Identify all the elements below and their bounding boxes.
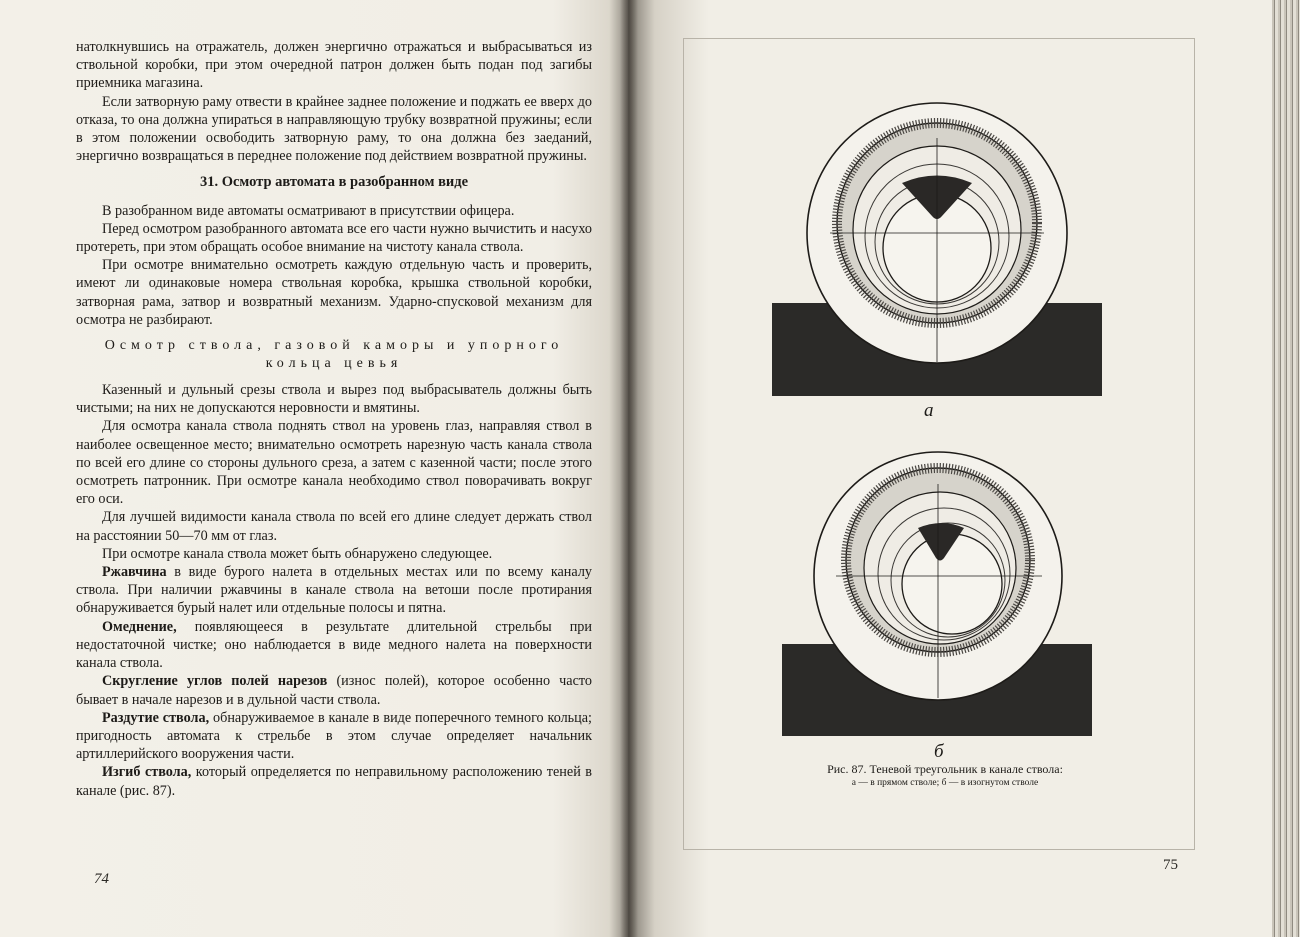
page-number-left: 74: [94, 871, 109, 887]
paragraph: Перед осмотром разобранного автомата все его части нужно вычистить и насухо протереть, при этом обращать особое внимание на чистоту канала ствола.: [76, 220, 592, 256]
paragraph: При осмотре внимательно осмотреть каждую отдельную часть и проверить, имеют ли одинаковые номера ствольная коробка, крышка ствольной коробки, затворная рама, затвор и возвратный механизм. Ударно-спусковой механизм для осмотра не разбирают.: [76, 257, 592, 328]
defect-text: появляющееся в результате длительной стрельбы при недостаточной чистке; оно наблюдается в виде медного налета на поверхности канала ствола.: [76, 618, 592, 672]
figure-caption: [780, 762, 1110, 790]
subheading: Осмотр ствола, газовой каморы и упорного кольца цевья: [104, 338, 564, 372]
defect-paragraph: [76, 563, 592, 618]
defect-term: Раздутие ствола,: [102, 709, 210, 726]
defect-term: Скругление углов полей нарезов: [102, 673, 328, 690]
book-gutter: [620, 0, 638, 937]
section-heading: 31. Осмотр автомата в разобранном виде: [199, 174, 469, 191]
paragraph: Для лучшей видимости канала ствола по всей его длине следует держать ствол на расстоянии 50—70 мм от глаз.: [76, 509, 592, 544]
defect-paragraph: [76, 709, 592, 764]
defect-text: (износ полей), которое особенно часто бывает в начале нарезов и в дульной части ствола.: [76, 673, 593, 708]
figure-label-a: а: [924, 400, 934, 421]
page-number-right: 75: [1163, 857, 1178, 873]
paragraph: В разобранном виде автоматы осматривают в присутствии офицера.: [102, 202, 515, 219]
defect-paragraph: [76, 672, 592, 708]
defect-text: в виде бурого налета в отдельных местах или по всему каналу ствола. При наличии ржавчины в канале ствола на ветоши после протирания обнаруживается бурый налет или отдельные полосы и пятна.: [76, 564, 592, 617]
caption-title: Рис. 87. Теневой треугольник в канале ствола:: [827, 762, 1063, 776]
left-text-column: [76, 38, 592, 800]
defect-text: который определяется по неправильному расположению теней в канале (рис. 87).: [76, 764, 592, 799]
page-edges: [1272, 0, 1300, 937]
barrel-illustration-bent: [780, 448, 1096, 740]
defect-text: обнаруживаемое в канале в виде поперечного темного кольца; пригодность автомата к стрельбе в этом случае определяет начальник артиллерийского вооружения части.: [76, 709, 592, 763]
defect-term: Ржавчина: [102, 564, 167, 581]
defect-term: Изгиб ствола,: [102, 764, 192, 781]
paragraph: натолкнувшись на отражатель, должен энергично отражаться и выбрасываться из ствольной коробки, при этом очередной патрон должен быть подан под загибы приемника магазина.: [76, 39, 592, 92]
paragraph: При осмотре канала ствола может быть обнаружено следующее.: [102, 545, 493, 562]
paragraph: Если затворную раму отвести в крайнее заднее положение и поджать ее вверх до отказа, то она должна упираться в направляющую трубку возвратной пружины; если в этом положении освободить затворную раму, то она должна без заеданий, энергично возвращаться в переднее положение под действием возвратной пружины.: [76, 93, 592, 165]
left-page: [0, 0, 628, 937]
paragraph: Для осмотра канала ствола поднять ствол на уровень глаз, направляя ствол в наиболее освещенное место; внимательно осмотреть нарезную часть канала ствола по всей его длине со стороны дульного среза, а затем с казенной части; после этого осмотреть патронник. При осмотре канала необходимо ствол поворачивать вокруг его оси.: [76, 418, 592, 508]
caption-legend: а — в прямом стволе; б — в изогнутом стволе: [851, 778, 1039, 788]
defect-paragraph: [76, 763, 592, 799]
defect-term: Омеднение,: [102, 618, 177, 635]
barrel-illustration-straight: [770, 98, 1104, 398]
defect-paragraph: [76, 618, 592, 673]
paragraph: Казенный и дульный срезы ствола и вырез под выбрасыватель должны быть чистыми; на них не допускаются неровности и вмятины.: [76, 382, 592, 417]
figure-label-b: б: [934, 741, 944, 762]
